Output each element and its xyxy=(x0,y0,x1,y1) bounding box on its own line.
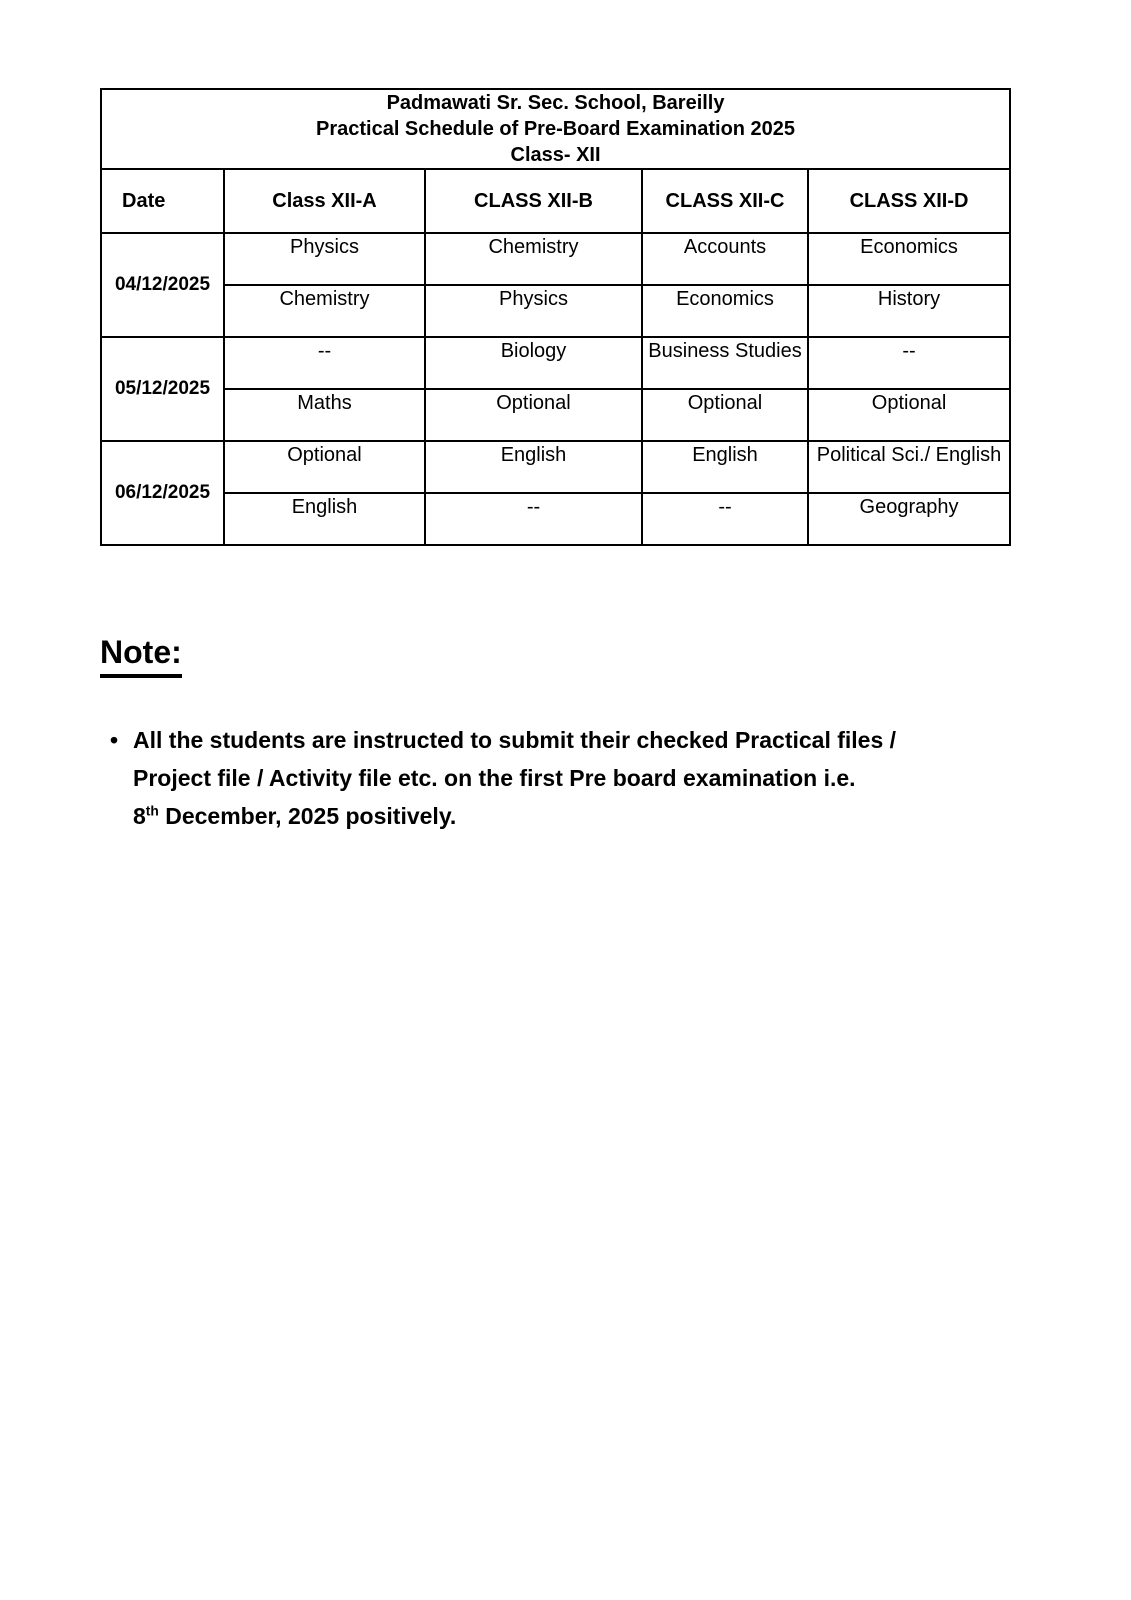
table-title-row xyxy=(101,89,1010,169)
table-header-row xyxy=(101,169,1010,233)
table-row xyxy=(101,389,1010,441)
date-cell: 05/12/2025 xyxy=(101,337,224,441)
class-label: Class- XII xyxy=(510,144,601,166)
subject-cell: Chemistry xyxy=(224,285,425,337)
note-ordinal-suffix: th xyxy=(145,803,159,819)
table-row xyxy=(101,493,1010,545)
subject-cell: Business Studies xyxy=(642,337,808,389)
note-line-3-start: 8 xyxy=(133,803,146,829)
table-title-cell xyxy=(101,89,1010,169)
header-class-xii-c: CLASS XII-C xyxy=(642,169,808,233)
subject-cell: Optional xyxy=(642,389,808,441)
note-bullet-item xyxy=(100,721,1030,835)
date-cell: 04/12/2025 xyxy=(101,233,224,337)
subject-cell: Physics xyxy=(224,233,425,285)
subject-cell: -- xyxy=(224,337,425,389)
note-bullet-text xyxy=(133,721,1030,835)
subject-cell: Maths xyxy=(224,389,425,441)
note-line-3-rest: December, 2025 positively. xyxy=(158,803,457,829)
subject-cell: -- xyxy=(808,337,1010,389)
schedule-title: Practical Schedule of Pre-Board Examination 2025 xyxy=(315,118,796,140)
table-row xyxy=(101,233,1010,285)
subject-cell: -- xyxy=(425,493,642,545)
note-line-2: Project file / Activity file etc. on the first Pre board examination i.e. xyxy=(133,765,856,791)
date-cell: 06/12/2025 xyxy=(101,441,224,545)
note-section xyxy=(100,634,1030,835)
subject-cell: Physics xyxy=(425,285,642,337)
header-class-xii-d: CLASS XII-D xyxy=(808,169,1010,233)
subject-cell: Biology xyxy=(425,337,642,389)
header-class-xii-b: CLASS XII-B xyxy=(425,169,642,233)
subject-cell: English xyxy=(224,493,425,545)
subject-cell: Optional xyxy=(425,389,642,441)
note-line-1: All the students are instructed to submit their checked Practical files / xyxy=(133,727,897,753)
subject-cell: History xyxy=(808,285,1010,337)
header-date: Date xyxy=(101,169,224,233)
subject-cell: Political Sci./ English xyxy=(808,441,1010,493)
practical-schedule-table xyxy=(100,88,1011,546)
subject-cell: Economics xyxy=(642,285,808,337)
subject-cell: Optional xyxy=(224,441,425,493)
note-heading: Note: xyxy=(100,634,182,678)
subject-cell: Economics xyxy=(808,233,1010,285)
subject-cell: -- xyxy=(642,493,808,545)
subject-cell: English xyxy=(642,441,808,493)
school-name: Padmawati Sr. Sec. School, Bareilly xyxy=(386,92,725,114)
subject-cell: Accounts xyxy=(642,233,808,285)
subject-cell: Chemistry xyxy=(425,233,642,285)
table-row xyxy=(101,285,1010,337)
subject-cell: English xyxy=(425,441,642,493)
subject-cell: Optional xyxy=(808,389,1010,441)
table-row xyxy=(101,337,1010,389)
table-row xyxy=(101,441,1010,493)
header-class-xii-a: Class XII-A xyxy=(224,169,425,233)
bullet-icon: • xyxy=(110,727,119,753)
subject-cell: Geography xyxy=(808,493,1010,545)
